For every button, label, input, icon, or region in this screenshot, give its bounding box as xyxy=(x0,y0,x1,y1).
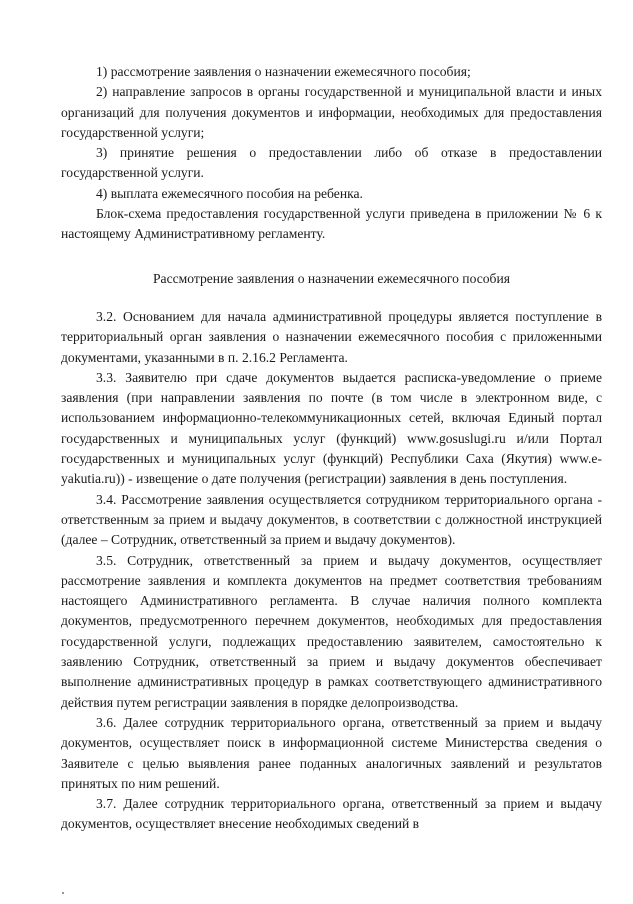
list-item-1: 1) рассмотрение заявления о назначении ежемесячного пособия; xyxy=(96,64,471,79)
list-item-3: 3) принятие решения о предоставлении либо об отказе в предоставлении государственной услуги. xyxy=(61,145,602,181)
paragraph-3-3: 3.3. Заявителю при сдаче документов выдается расписка-уведомление о приеме заявления (при направлении заявления по почте (в том числе в электронном виде, с использованием информационно-телекоммуникационных сетей, включая Единый портал государственных и муниципальных услуг (функций) www.gosuslugi.ru и/или Портал государственных и муниципальных услуг (функций) Республики Саха (Якутия) www.e-yakutia.ru)) - извещение о дате получения (регистрации) заявления в день поступления. xyxy=(61,369,602,487)
flowchart-note: Блок-схема предоставления государственной услуги приведена в приложении № 6 к настоящему Административному регламенту. xyxy=(61,206,602,242)
document-body xyxy=(61,62,602,835)
list-item-4: 4) выплата ежемесячного пособия на ребенка. xyxy=(96,185,363,201)
paragraph-3-2: 3.2. Основанием для начала административной процедуры является поступление в территориальный орган заявления о назначении ежемесячного пособия с приложенными документами, указанными в п. 2.16.2 Регламента. xyxy=(61,308,602,365)
paragraph-3-4: 3.4. Рассмотрение заявления осуществляется сотрудником территориального органа - ответственным за прием и выдачу документов, в соответствии с должностной инструкцией (далее – Сотрудник, ответственный за прием и выдачу документов). xyxy=(61,491,602,548)
section-heading: Рассмотрение заявления о назначении ежемесячного пособия xyxy=(152,270,510,286)
paragraph-3-6: 3.6. Далее сотрудник территориального органа, ответственный за прием и выдачу документов, осуществляет поиск в информационной системе Министерства сведения о Заявителе с целью выявления ранее поданных аналогичных заявлений и результатов принятых по ним решений. xyxy=(61,714,602,791)
list-item-2: 2) направление запросов в органы государственной и муниципальной власти и иных организаций для получения документов и информации, необходимых для предоставления государственной услуги; xyxy=(61,84,602,140)
paragraph-3-5: 3.5. Сотрудник, ответственный за прием и выдачу документов, осуществляет рассмотрение заявления и комплекта документов на предмет соответствия требованиям настоящего Административного регламента. В случае наличия полного комплекта документов, предусмотренного перечнем документов, необходимых для предоставления государственной услуги, подлежащих предоставлению заявителем, самостоятельно к заявлению Сотрудник, ответственный за прием и выдачу документов обеспечивает выполнение административных процедур в рамках соответствующего административного действия путем регистрации заявления в порядке делопроизводства. xyxy=(61,552,602,710)
paragraph-3-7: 3.7. Далее сотрудник территориального органа, ответственный за прием и выдачу документов, осуществляет внесение необходимых сведений в xyxy=(61,796,602,832)
scan-speck xyxy=(62,892,64,894)
